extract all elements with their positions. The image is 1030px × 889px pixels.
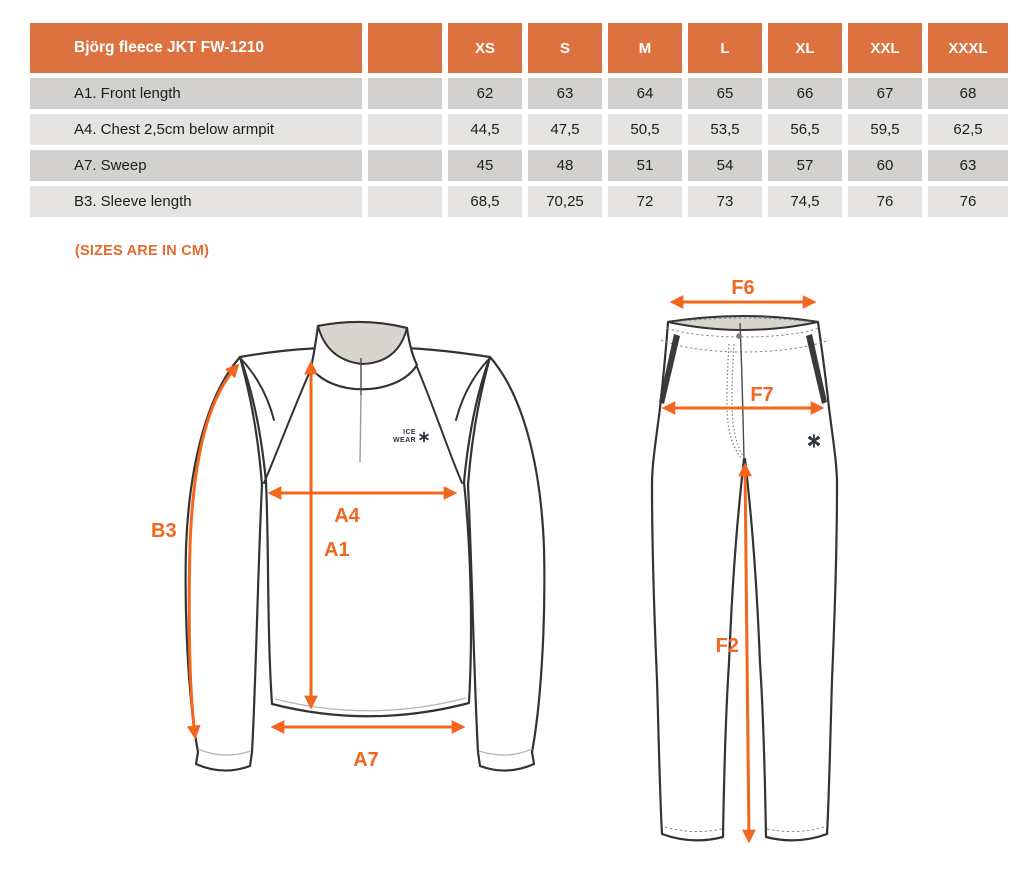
value-cell: 60 xyxy=(848,150,922,181)
sleeve-length-label: B3 xyxy=(151,520,177,542)
value-cell: 74,5 xyxy=(768,186,842,217)
value-cell: 57 xyxy=(768,150,842,181)
empty-header-cell xyxy=(368,23,442,73)
value-cell: 45 xyxy=(448,150,522,181)
size-header-xs: XS xyxy=(448,23,522,73)
row-label-front-length: A1. Front length xyxy=(30,78,362,109)
value-cell: 67 xyxy=(848,78,922,109)
value-cell: 53,5 xyxy=(688,114,762,145)
value-cell: 50,5 xyxy=(608,114,682,145)
value-cell: 63 xyxy=(928,150,1008,181)
units-note: (SIZES ARE IN CM) xyxy=(75,243,210,259)
empty-cell xyxy=(368,150,442,181)
value-cell: 76 xyxy=(928,186,1008,217)
row-label-sweep: A7. Sweep xyxy=(30,150,362,181)
value-cell: 72 xyxy=(608,186,682,217)
value-cell: 73 xyxy=(688,186,762,217)
size-header-xl: XL xyxy=(768,23,842,73)
value-cell: 64 xyxy=(608,78,682,109)
value-cell: 62,5 xyxy=(928,114,1008,145)
value-cell: 59,5 xyxy=(848,114,922,145)
jacket-left-sleeve xyxy=(186,357,262,771)
size-header-s: S xyxy=(528,23,602,73)
size-table xyxy=(30,23,1008,217)
zipper xyxy=(360,395,361,462)
brand-text-line2: WEAR xyxy=(393,437,416,444)
value-cell: 70,25 xyxy=(528,186,602,217)
size-header-l: L xyxy=(688,23,762,73)
sweep-arrow xyxy=(274,727,462,771)
value-cell: 47,5 xyxy=(528,114,602,145)
value-cell: 63 xyxy=(528,78,602,109)
value-cell: 54 xyxy=(688,150,762,181)
value-cell: 76 xyxy=(848,186,922,217)
waist-width-label: F6 xyxy=(731,278,755,299)
pants-body xyxy=(652,317,837,841)
value-cell: 51 xyxy=(608,150,682,181)
front-length-label: A1 xyxy=(324,539,350,561)
value-cell: 44,5 xyxy=(448,114,522,145)
waist-button xyxy=(736,333,742,339)
hip-width-label: F7 xyxy=(750,384,774,406)
empty-cell xyxy=(368,186,442,217)
chest-label: A4 xyxy=(334,505,360,527)
value-cell: 66 xyxy=(768,78,842,109)
row-label-sleeve-length: B3. Sleeve length xyxy=(30,186,362,217)
waist-width-arrow xyxy=(673,278,813,302)
jacket-diagram xyxy=(140,300,560,792)
row-label-chest: A4. Chest 2,5cm below armpit xyxy=(30,114,362,145)
value-cell: 68 xyxy=(928,78,1008,109)
value-cell: 48 xyxy=(528,150,602,181)
jacket-body xyxy=(240,347,490,716)
empty-cell xyxy=(368,78,442,109)
size-header-xxl: XXL xyxy=(848,23,922,73)
brand-text-line1: ICE xyxy=(403,429,416,436)
pants-diagram xyxy=(640,278,850,868)
size-header-m: M xyxy=(608,23,682,73)
jacket-right-sleeve xyxy=(468,357,544,771)
value-cell: 56,5 xyxy=(768,114,842,145)
table-title-cell: Björg fleece JKT FW-1210 xyxy=(30,23,362,73)
sweep-label: A7 xyxy=(353,749,379,771)
value-cell: 65 xyxy=(688,78,762,109)
empty-cell xyxy=(368,114,442,145)
value-cell: 68,5 xyxy=(448,186,522,217)
value-cell: 62 xyxy=(448,78,522,109)
size-header-xxxl: XXXL xyxy=(928,23,1008,73)
inseam-label: F2 xyxy=(715,635,739,657)
